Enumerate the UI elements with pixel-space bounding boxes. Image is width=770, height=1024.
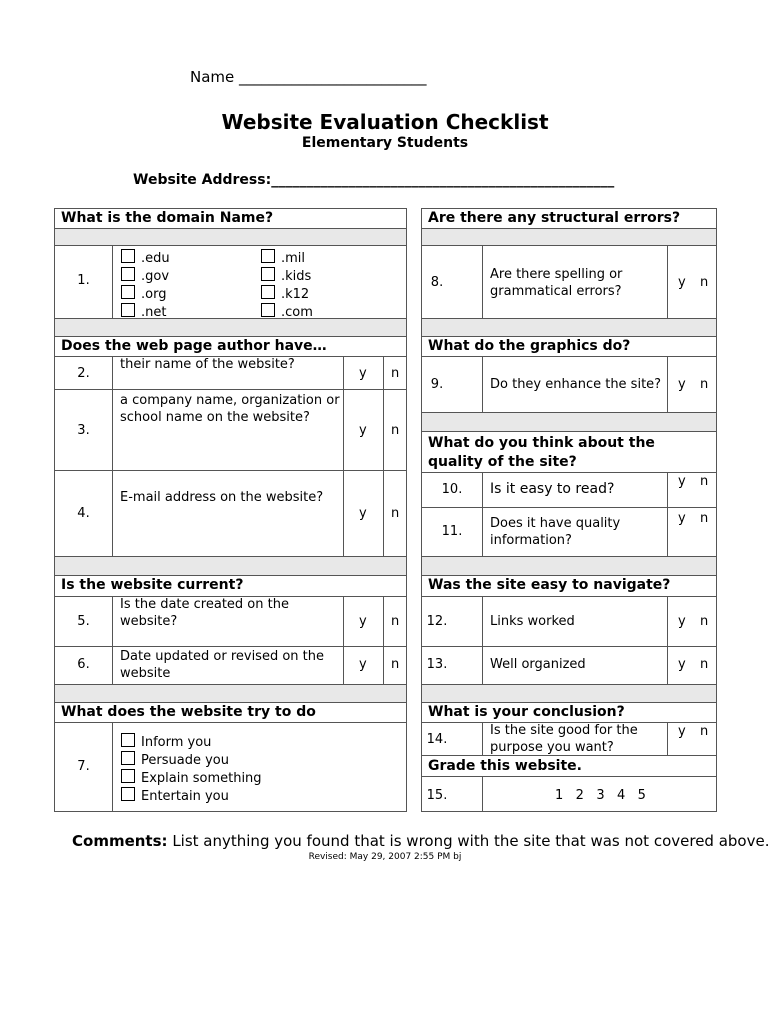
question-text: Is it easy to read? bbox=[490, 481, 615, 497]
question-text: E-mail address on the website? bbox=[120, 490, 324, 505]
checkbox-explain[interactable]: Explain something bbox=[121, 769, 262, 787]
checkbox-icon[interactable] bbox=[261, 249, 275, 263]
grade-scale[interactable]: 1 2 3 4 5 bbox=[555, 788, 646, 803]
question-text: their name of the website? bbox=[120, 357, 295, 372]
question-text: Is the site good for the purpose you want? bbox=[490, 723, 638, 755]
yes-option[interactable]: y bbox=[359, 423, 367, 438]
question-number: 1. bbox=[77, 273, 90, 288]
checkbox-icon[interactable] bbox=[121, 285, 135, 299]
no-option[interactable]: n bbox=[700, 614, 709, 629]
website-address-field[interactable]: Website Address:_________________________________________________ bbox=[133, 172, 615, 188]
question-number: 9. bbox=[430, 377, 444, 392]
yes-option[interactable]: y bbox=[359, 366, 367, 381]
author-heading: Does the web page author have… bbox=[61, 338, 327, 354]
yes-option[interactable]: y bbox=[678, 275, 686, 290]
checkbox-icon[interactable] bbox=[121, 267, 135, 281]
checkbox-icon[interactable] bbox=[121, 751, 135, 765]
checkbox-org[interactable]: .org bbox=[121, 285, 170, 303]
no-option[interactable]: n bbox=[391, 657, 400, 672]
question-number: 7. bbox=[77, 759, 90, 774]
no-option[interactable]: n bbox=[700, 377, 709, 392]
checkbox-entertain[interactable]: Entertain you bbox=[121, 787, 262, 805]
question-number: 4. bbox=[77, 506, 90, 521]
no-option[interactable]: n bbox=[700, 511, 709, 526]
question-number: 2. bbox=[77, 366, 90, 381]
yes-option[interactable]: y bbox=[678, 511, 686, 526]
yes-option[interactable]: y bbox=[359, 614, 367, 629]
no-option[interactable]: n bbox=[700, 657, 709, 672]
question-number: 11. bbox=[441, 524, 463, 539]
question-text: a company name, organization or school name on the website? bbox=[120, 393, 340, 425]
current-heading: Is the website current? bbox=[61, 577, 244, 593]
no-option[interactable]: n bbox=[391, 366, 400, 381]
checkbox-kids[interactable]: .kids bbox=[261, 267, 313, 285]
yes-option[interactable]: y bbox=[678, 614, 686, 629]
structural-heading: Are there any structural errors? bbox=[428, 210, 681, 226]
checkbox-icon[interactable] bbox=[261, 285, 275, 299]
question-number: 8. bbox=[430, 275, 444, 290]
yes-option[interactable]: y bbox=[678, 377, 686, 392]
purpose-heading: What does the website try to do bbox=[61, 704, 316, 720]
checkbox-icon[interactable] bbox=[121, 769, 135, 783]
checkbox-com[interactable]: .com bbox=[261, 303, 313, 321]
checkbox-k12[interactable]: .k12 bbox=[261, 285, 313, 303]
comments-label: Comments: bbox=[72, 832, 168, 850]
yes-option[interactable]: y bbox=[359, 657, 367, 672]
no-option[interactable]: n bbox=[700, 724, 709, 739]
no-option[interactable]: n bbox=[700, 275, 709, 290]
checkbox-icon[interactable] bbox=[121, 303, 135, 317]
checkbox-icon[interactable] bbox=[261, 267, 275, 281]
yes-option[interactable]: y bbox=[678, 474, 686, 489]
question-number: 10. bbox=[441, 482, 463, 497]
page-subtitle: Elementary Students bbox=[301, 135, 469, 151]
yes-option[interactable]: y bbox=[359, 506, 367, 521]
grade-heading: Grade this website. bbox=[428, 758, 582, 774]
question-number: 14. bbox=[426, 732, 448, 747]
question-text: Are there spelling or grammatical errors? bbox=[490, 267, 623, 299]
conclusion-heading: What is your conclusion? bbox=[428, 704, 625, 720]
yes-option[interactable]: y bbox=[678, 657, 686, 672]
revised-date: Revised: May 29, 2007 2:55 PM bj bbox=[308, 852, 462, 862]
question-number: 3. bbox=[77, 423, 90, 438]
question-text: Is the date created on the website? bbox=[120, 597, 289, 629]
question-text: Date updated or revised on the website bbox=[120, 649, 325, 681]
no-option[interactable]: n bbox=[391, 614, 400, 629]
question-text: Well organized bbox=[490, 657, 586, 672]
comments-line bbox=[72, 832, 769, 850]
navigate-heading: Was the site easy to navigate? bbox=[428, 577, 671, 593]
no-option[interactable]: n bbox=[391, 506, 400, 521]
page-title: Website Evaluation Checklist bbox=[221, 110, 549, 134]
question-text: Does it have quality information? bbox=[490, 516, 621, 548]
question-text: Links worked bbox=[490, 614, 575, 629]
no-option[interactable]: n bbox=[700, 474, 709, 489]
question-number: 12. bbox=[426, 614, 448, 629]
yes-option[interactable]: y bbox=[678, 724, 686, 739]
domain-heading: What is the domain Name? bbox=[61, 210, 274, 226]
checkbox-icon[interactable] bbox=[261, 303, 275, 317]
checkbox-edu[interactable]: .edu bbox=[121, 249, 170, 267]
checkbox-persuade[interactable]: Persuade you bbox=[121, 751, 262, 769]
checkbox-gov[interactable]: .gov bbox=[121, 267, 170, 285]
comments-text: List anything you found that is wrong with the site that was not covered above. bbox=[172, 832, 770, 850]
graphics-heading: What do the graphics do? bbox=[428, 338, 631, 354]
question-number: 5. bbox=[77, 614, 90, 629]
question-number: 13. bbox=[426, 657, 448, 672]
checkbox-icon[interactable] bbox=[121, 249, 135, 263]
checkbox-net[interactable]: .net bbox=[121, 303, 170, 321]
question-number: 6. bbox=[77, 657, 90, 672]
checkbox-icon[interactable] bbox=[121, 733, 135, 747]
quality-heading: What do you think about the quality of the site? bbox=[428, 435, 655, 470]
checkbox-icon[interactable] bbox=[121, 787, 135, 801]
checkbox-mil[interactable]: .mil bbox=[261, 249, 313, 267]
no-option[interactable]: n bbox=[391, 423, 400, 438]
checkbox-inform[interactable]: Inform you bbox=[121, 733, 262, 751]
name-field[interactable]: Name _________________________ bbox=[190, 68, 427, 86]
question-text: Do they enhance the site? bbox=[490, 377, 662, 392]
question-number: 15. bbox=[426, 788, 448, 803]
